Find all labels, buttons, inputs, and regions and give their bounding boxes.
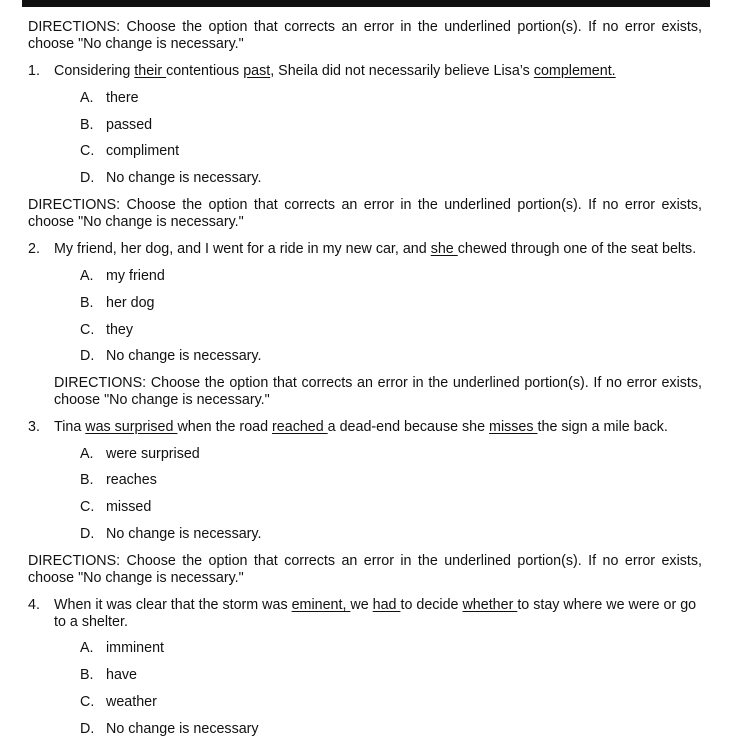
- option-4a[interactable]: A. imminent: [80, 640, 164, 656]
- underlined-phrase: their: [134, 63, 167, 79]
- option-3d[interactable]: D. No change is necessary.: [80, 526, 262, 542]
- option-1b[interactable]: B. passed: [80, 117, 153, 133]
- option-1a[interactable]: A. there: [80, 90, 139, 106]
- option-3c[interactable]: C. missed: [80, 499, 152, 515]
- underlined-phrase: was surprised: [85, 419, 178, 435]
- underlined-phrase: reached: [272, 419, 328, 435]
- directions-2: DIRECTIONS: Choose the option that corrects an error in the underlined portion(s). If no error exists, choose "No change is necessary.": [28, 197, 702, 230]
- option-4b[interactable]: B. have: [80, 667, 138, 683]
- question-4-text: When it was clear that the storm was eminent, we had to decide whether to stay where we were or go to a shelter.: [54, 597, 697, 630]
- option-2c[interactable]: C. they: [80, 322, 134, 338]
- question-number-1: 1.: [28, 63, 40, 79]
- underlined-phrase: she: [430, 241, 458, 257]
- option-3a[interactable]: A. were surprised: [80, 446, 200, 462]
- directions-4: DIRECTIONS: Choose the option that corrects an error in the underlined portion(s). If no error exists, choose "No change is necessary.": [28, 553, 702, 586]
- option-2d[interactable]: D. No change is necessary.: [80, 348, 262, 364]
- underlined-phrase: eminent,: [291, 597, 351, 613]
- question-1-text: Considering their contentious past, Sheila did not necessarily believe Lisa’s complement.: [54, 63, 616, 79]
- option-4c[interactable]: C. weather: [80, 694, 157, 710]
- option-1d[interactable]: D. No change is necessary.: [80, 170, 262, 186]
- option-2a[interactable]: A. my friend: [80, 268, 165, 284]
- question-3-text: Tina was surprised when the road reached a dead-end because she misses the sign a mile back.: [54, 419, 668, 435]
- option-2b[interactable]: B. her dog: [80, 295, 155, 311]
- directions-1: DIRECTIONS: Choose the option that corrects an error in the underlined portion(s). If no error exists, choose "No change is necessary.": [28, 19, 702, 52]
- question-number-4: 4.: [28, 597, 40, 613]
- option-1c[interactable]: C. compliment: [80, 143, 180, 159]
- underlined-phrase: whether: [462, 597, 518, 613]
- header-bar: [22, 0, 710, 7]
- option-4d[interactable]: D. No change is necessary: [80, 721, 259, 737]
- underlined-phrase: had: [372, 597, 401, 613]
- question-number-3: 3.: [28, 419, 40, 435]
- option-3b[interactable]: B. reaches: [80, 472, 157, 488]
- underlined-phrase: complement.: [533, 63, 616, 79]
- directions-3: DIRECTIONS: Choose the option that corrects an error in the underlined portion(s). If no error exists, choose "No change is necessary.": [54, 375, 702, 408]
- question-number-2: 2.: [28, 241, 40, 257]
- underlined-phrase: past: [243, 63, 271, 79]
- question-2-text: My friend, her dog, and I went for a ride in my new car, and she chewed through one of the seat belts.: [54, 241, 697, 257]
- underlined-phrase: misses: [489, 419, 538, 435]
